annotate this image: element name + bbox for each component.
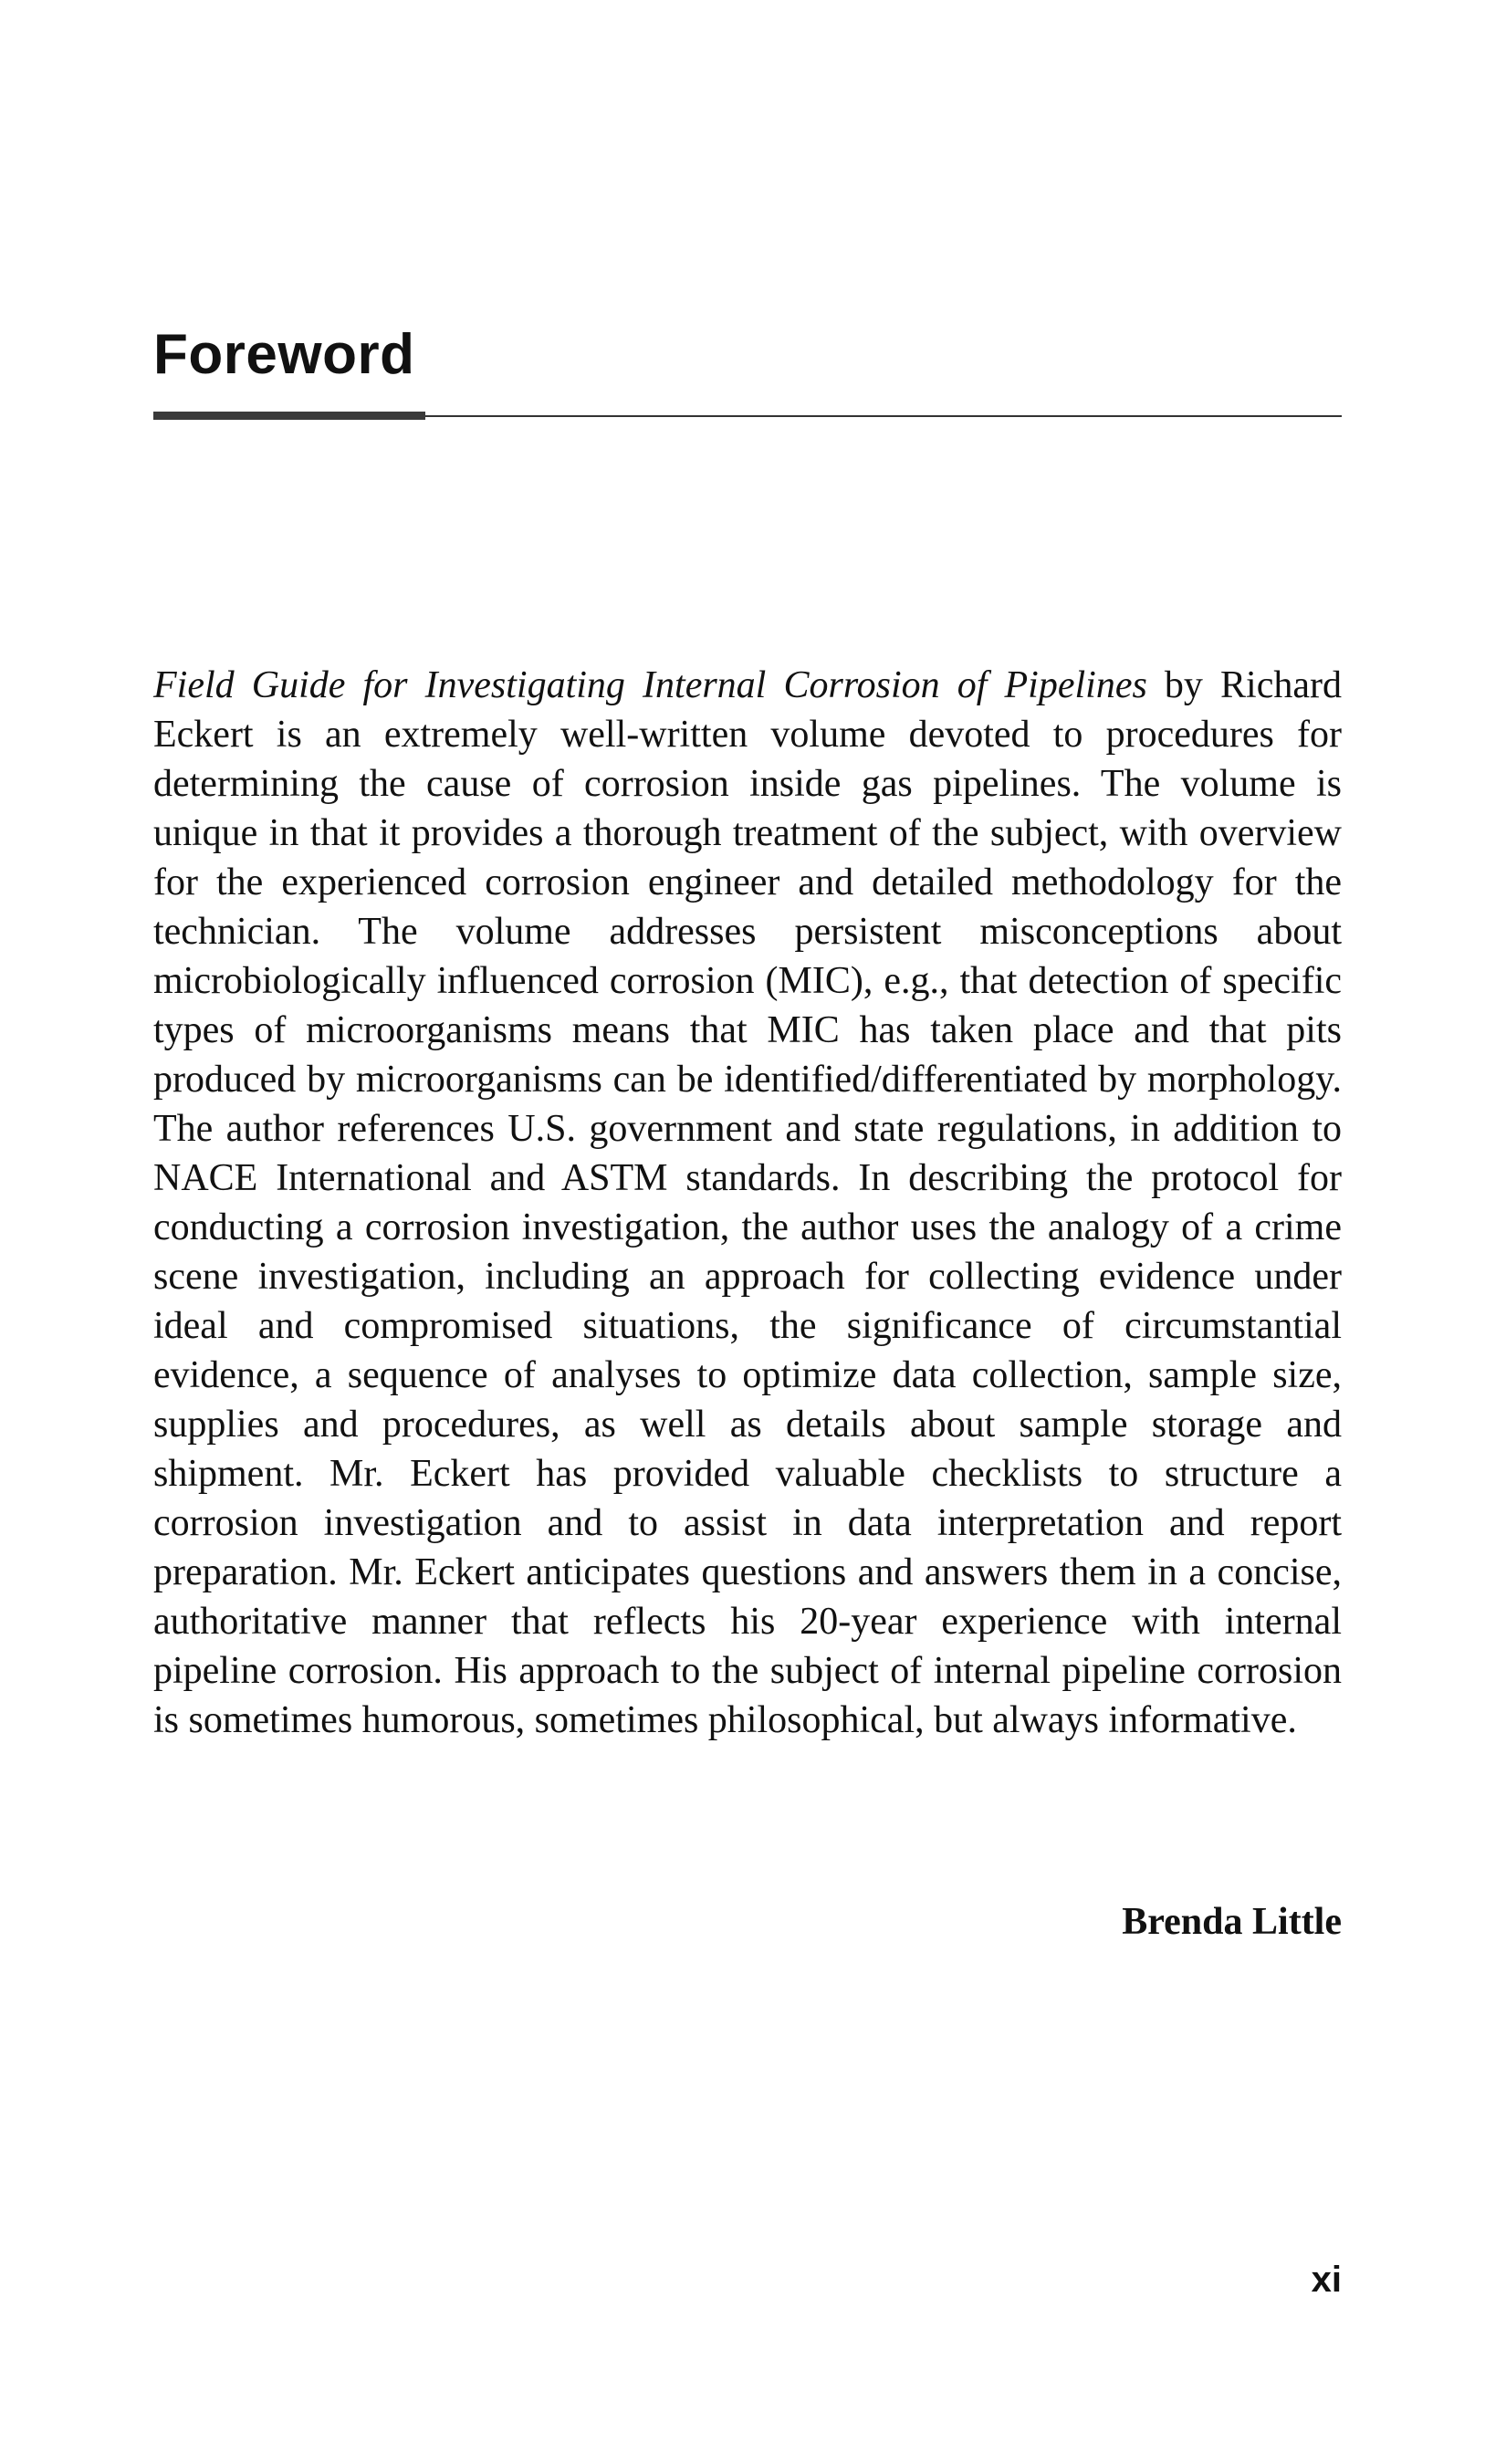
- foreword-paragraph: [153, 661, 1342, 1745]
- heading-rule-thick: [153, 412, 425, 420]
- book-title: Field Guide for Investigating Internal Corrosion of Pipelines: [153, 664, 1147, 706]
- paragraph-text: by Richard Eckert is an extremely well-written volume devoted to procedures for determining the cause of corrosion inside gas pipelines. The volume is unique in that it provides a thorough treatment of the subject, with overview for the experienced corrosion engineer and detailed methodology for the technician. The volume addresses persistent misconceptions about microbiologically influenced corrosion (MIC), e.g., that detection of specific types of microorganisms means that MIC has taken place and that pits produced by microorganisms can be identified/differentiated by morphology. The author references U.S. government and state regulations, in addition to NACE International and ASTM standards. In describing the protocol for conducting a corrosion investigation, the author uses the analogy of a crime scene investigation, including an approach for collecting evidence under ideal and compromised situations, the significance of circumstantial evidence, a sequence of analyses to optimize data collection, sample size, supplies and procedures, as well as details about sample storage and shipment. Mr. Eckert has provided valuable checklists to structure a corrosion investigation and to assist in data interpretation and report preparation. Mr. Eckert anticipates questions and answers them in a concise, authoritative manner that reflects his 20-year experience with internal pipeline corrosion. His approach to the subject of internal pipeline corrosion is sometimes humorous, sometimes philosophical, but always informative.: [153, 664, 1342, 1741]
- page-number: xi: [1311, 2260, 1342, 2300]
- author-signature: Brenda Little: [1122, 1901, 1342, 1943]
- chapter-heading: Foreword: [153, 323, 415, 386]
